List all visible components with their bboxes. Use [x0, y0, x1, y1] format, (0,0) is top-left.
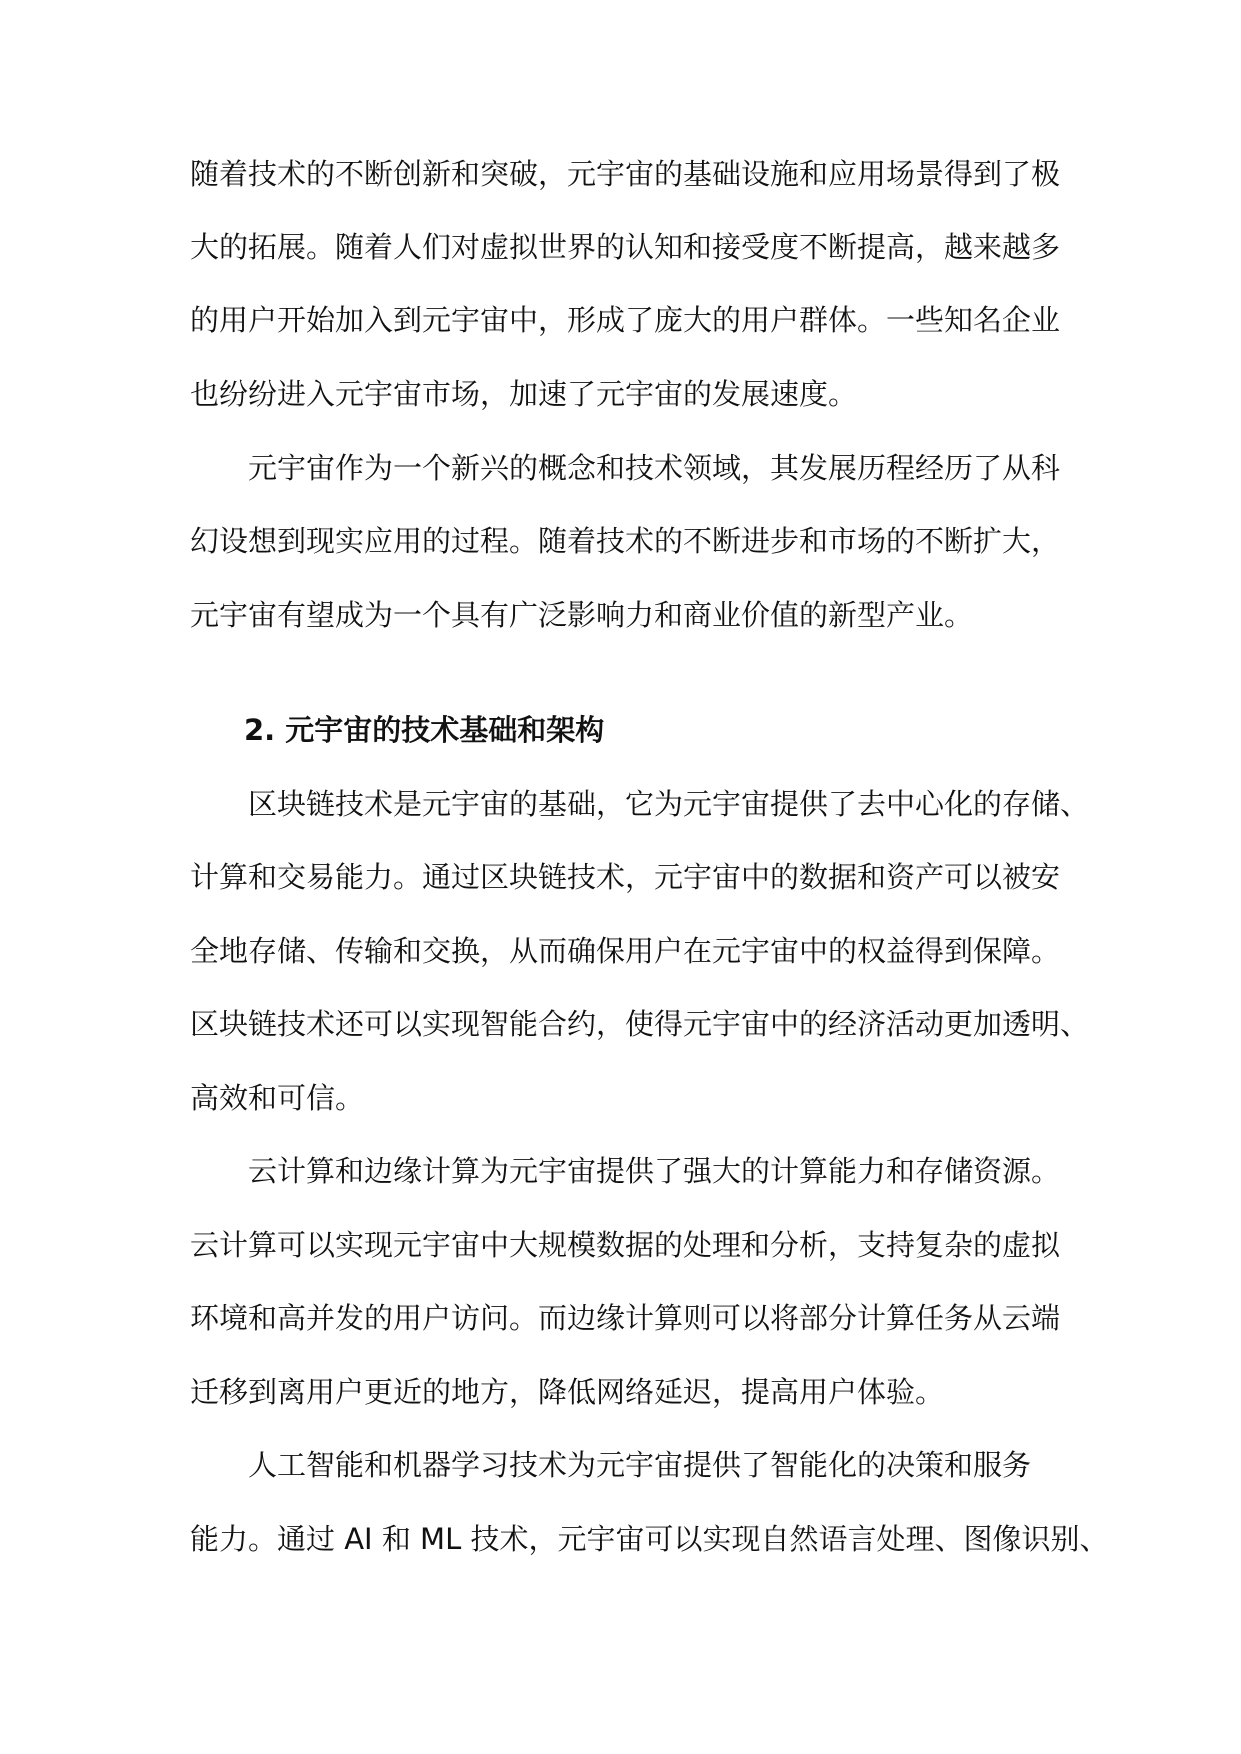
- text-line: 云计算和边缘计算为元宇宙提供了强大的计算能力和存储资源。: [248, 1154, 1061, 1188]
- text-line: 也纷纷进入元宇宙市场，加速了元宇宙的发展速度。: [190, 377, 858, 411]
- text-line: 区块链技术是元宇宙的基础，它为元宇宙提供了去中心化的存储、: [248, 787, 1090, 821]
- section-heading: 2. 元宇宙的技术基础和架构: [244, 713, 605, 747]
- text-line: 迁移到离用户更近的地方，降低网络延迟，提高用户体验。: [190, 1375, 945, 1409]
- text-line: 区块链技术还可以实现智能合约，使得元宇宙中的经济活动更加透明、: [190, 1007, 1090, 1041]
- text-line: 云计算可以实现元宇宙中大规模数据的处理和分析，支持复杂的虚拟: [190, 1228, 1061, 1262]
- text-line: 随着技术的不断创新和突破，元宇宙的基础设施和应用场景得到了极: [190, 157, 1061, 191]
- text-line: 元宇宙作为一个新兴的概念和技术领域，其发展历程经历了从科: [248, 451, 1061, 485]
- text-line: 高效和可信。: [190, 1081, 365, 1115]
- text-line: 全地存储、传输和交换，从而确保用户在元宇宙中的权益得到保障。: [190, 934, 1061, 968]
- text-line: 的用户开始加入到元宇宙中，形成了庞大的用户群体。一些知名企业: [190, 303, 1061, 337]
- text-line: 人工智能和机器学习技术为元宇宙提供了智能化的决策和服务: [248, 1448, 1032, 1482]
- text-line: 计算和交易能力。通过区块链技术，元宇宙中的数据和资产可以被安: [190, 860, 1061, 894]
- text-line: 元宇宙有望成为一个具有广泛影响力和商业价值的新型产业。: [190, 598, 974, 632]
- text-line: 环境和高并发的用户访问。而边缘计算则可以将部分计算任务从云端: [190, 1301, 1061, 1335]
- text-line: 能力。通过 AI 和 ML 技术，元宇宙可以实现自然语言处理、图像识别、: [190, 1522, 1109, 1556]
- text-line: 大的拓展。随着人们对虚拟世界的认知和接受度不断提高，越来越多: [190, 230, 1061, 264]
- text-line: 幻设想到现实应用的过程。随着技术的不断进步和市场的不断扩大，: [190, 524, 1061, 558]
